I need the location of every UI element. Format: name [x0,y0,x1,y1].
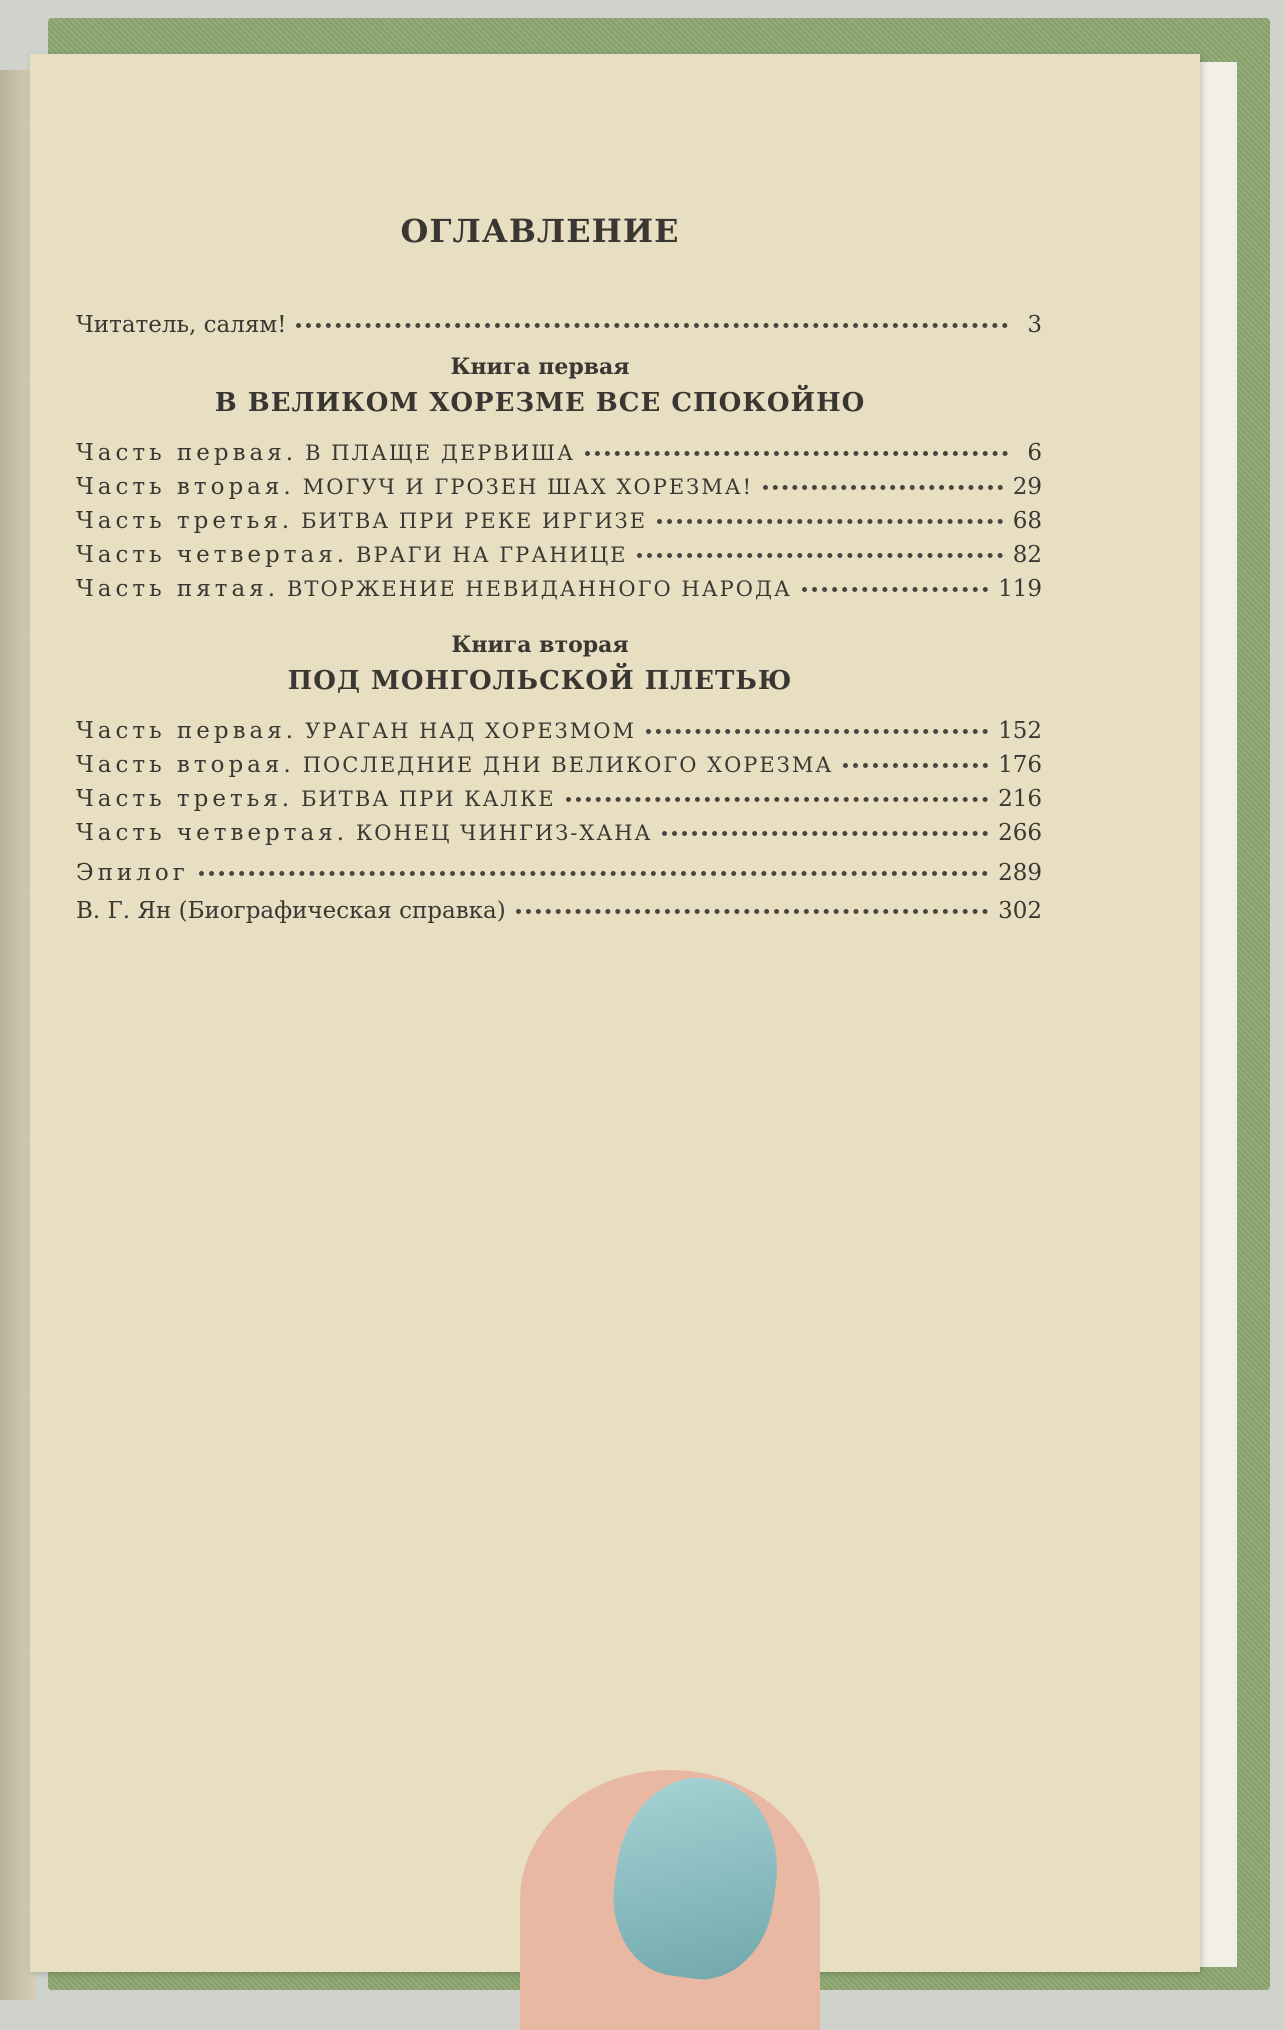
toc-entry-bio[interactable] [76,898,1042,924]
toc-entry[interactable] [76,542,1042,568]
toc-entry-epilogue[interactable] [76,860,1042,886]
page-number: 6 [1027,440,1042,466]
entry-label: В. Г. Ян (Биографическая справка) [76,898,506,924]
page-title: ОГЛАВЛЕНИЕ [400,212,680,250]
leader-dots [296,323,1008,328]
part-label: Часть четвертая. [76,542,349,568]
book-label: Книга вторая [451,632,629,658]
part-title: БИТВА ПРИ РЕКЕ ИРГИЗЕ [301,509,648,533]
page-number: 266 [998,820,1042,846]
toc-entry[interactable] [76,786,1042,812]
leader-dots [585,451,1008,456]
leader-dots [566,797,989,802]
page-number: 302 [998,898,1042,924]
part-title: ПОСЛЕДНИЕ ДНИ ВЕЛИКОГО ХОРЕЗМА [302,753,834,777]
toc-entry[interactable] [76,576,1042,602]
leader-dots [657,519,1003,524]
leader-dots [843,763,988,768]
entry-label: Читатель, салям! [76,312,287,338]
part-label: Часть первая. [76,440,298,466]
leader-dots [516,909,988,914]
book-title: ПОД МОНГОЛЬСКОЙ ПЛЕТЬЮ [287,666,793,696]
toc-entry-intro[interactable] [76,312,1042,338]
entry-label: Эпилог [76,860,189,886]
part-title: ВРАГИ НА ГРАНИЦЕ [356,543,628,567]
leader-dots [646,729,988,734]
page-number: 82 [1012,542,1042,568]
part-title: ВТОРЖЕНИЕ НЕВИДАННОГО НАРОДА [287,577,792,601]
contents-page [30,54,1200,1972]
book-title: В ВЕЛИКОМ ХОРЕЗМЕ ВСЕ СПОКОЙНО [214,388,866,418]
leader-dots [802,587,988,592]
page-number: 176 [998,752,1042,778]
toc-entry[interactable] [76,752,1042,778]
leader-dots [637,553,1002,558]
book-heading-2 [30,632,1050,696]
page-number: 119 [998,576,1042,602]
part-title: КОНЕЦ ЧИНГИЗ-ХАНА [356,821,653,845]
page-number: 289 [998,860,1042,886]
part-label: Часть четвертая. [76,820,349,846]
part-title: БИТВА ПРИ КАЛКЕ [301,787,556,811]
part-label: Часть пятая. [76,576,280,602]
part-label: Часть вторая. [76,474,295,500]
book-heading-1 [30,354,1050,418]
part-label: Часть первая. [76,718,298,744]
page-number: 3 [1027,312,1042,338]
leader-dots [662,831,988,836]
toc-entry[interactable] [76,440,1042,466]
leader-dots [763,485,1003,490]
page-number: 29 [1012,474,1042,500]
page-number: 152 [998,718,1042,744]
part-label: Часть третья. [76,508,294,534]
part-title: УРАГАН НАД ХОРЕЗМОМ [305,719,636,743]
toc-entry[interactable] [76,508,1042,534]
book-label: Книга первая [450,354,630,380]
part-title: МОГУЧ И ГРОЗЕН ШАХ ХОРЕЗМА! [302,475,754,499]
part-label: Часть вторая. [76,752,295,778]
page-number: 216 [998,786,1042,812]
toc-entry[interactable] [76,474,1042,500]
toc-entry[interactable] [76,820,1042,846]
toc-entry[interactable] [76,718,1042,744]
page-number: 68 [1012,508,1042,534]
leader-dots [199,871,988,876]
part-label: Часть третья. [76,786,294,812]
part-title: В ПЛАЩЕ ДЕРВИША [305,441,576,465]
